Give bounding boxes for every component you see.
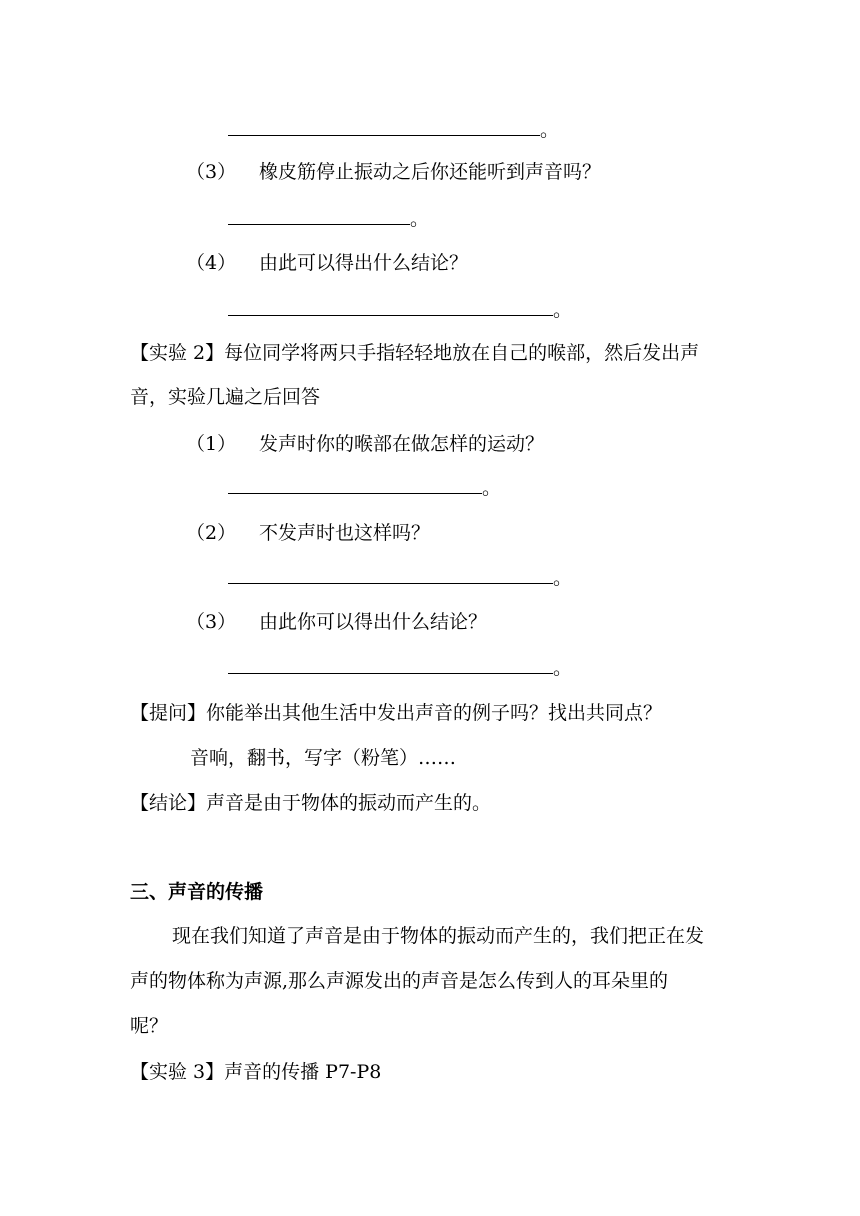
- question-exp1-q3: [186, 160, 601, 184]
- answer-blank[interactable]: [228, 477, 482, 494]
- exp2-intro-line1: 【实验 2】每位同学将两只手指轻轻地放在自己的喉部，然后发出声: [130, 342, 700, 364]
- question-number: （3）: [186, 611, 237, 633]
- period: 。: [553, 299, 573, 321]
- answer-blank[interactable]: [228, 657, 553, 674]
- examples-list: 音响，翻书，写字（粉笔）……: [190, 747, 457, 769]
- question-prompt: 【提问】你能举出其他生活中发出声音的例子吗？找出共同点？: [130, 702, 663, 724]
- question-number: （3）: [186, 161, 237, 183]
- answer-blank[interactable]: [228, 567, 553, 584]
- question-number: （2）: [186, 522, 237, 544]
- period: 。: [553, 567, 573, 589]
- answer-line-exp1-q4: [228, 298, 572, 322]
- exp3-heading: 【实验 3】声音的传播 P7-P8: [130, 1061, 382, 1083]
- question-number: （1）: [186, 433, 237, 455]
- answer-line-exp1-q3: [228, 207, 429, 231]
- paragraph-line2: 声的物体称为声源,那么声源发出的声音是怎么传到人的耳朵里的: [130, 970, 669, 992]
- conclusion-text: 【结论】声音是由于物体的振动而产生的。: [130, 792, 492, 814]
- period: 。: [410, 208, 430, 230]
- question-text: 由此你可以得出什么结论？: [259, 611, 488, 633]
- question-exp2-q2: [186, 521, 430, 545]
- question-exp2-q1: [186, 432, 544, 456]
- question-text: 发声时你的喉部在做怎样的运动？: [259, 433, 545, 455]
- question-text: 橡皮筋停止振动之后你还能听到声音吗？: [259, 161, 602, 183]
- section-heading: 三、声音的传播: [130, 881, 264, 903]
- paragraph-line3: 呢？: [130, 1015, 169, 1037]
- question-text: 不发声时也这样吗？: [259, 522, 431, 544]
- question-text: 由此可以得出什么结论？: [259, 252, 469, 274]
- question-number: （4）: [186, 252, 237, 274]
- answer-line-exp2-q3: [228, 656, 572, 680]
- question-exp2-q3: [186, 610, 487, 634]
- period: 。: [482, 477, 502, 499]
- answer-line-exp2-q2: [228, 566, 572, 590]
- answer-blank[interactable]: [228, 208, 410, 225]
- answer-line-exp1-q2: [228, 118, 559, 142]
- period: 。: [553, 657, 573, 679]
- exp2-intro-line2: 音，实验几遍之后回答: [130, 386, 321, 408]
- answer-blank[interactable]: [228, 299, 553, 316]
- answer-blank[interactable]: [228, 119, 540, 136]
- paragraph-line1: 现在我们知道了声音是由于物体的振动而产生的，我们把正在发: [172, 925, 705, 947]
- answer-line-exp2-q1: [228, 476, 501, 500]
- period: 。: [540, 119, 560, 141]
- question-exp1-q4: [186, 251, 468, 275]
